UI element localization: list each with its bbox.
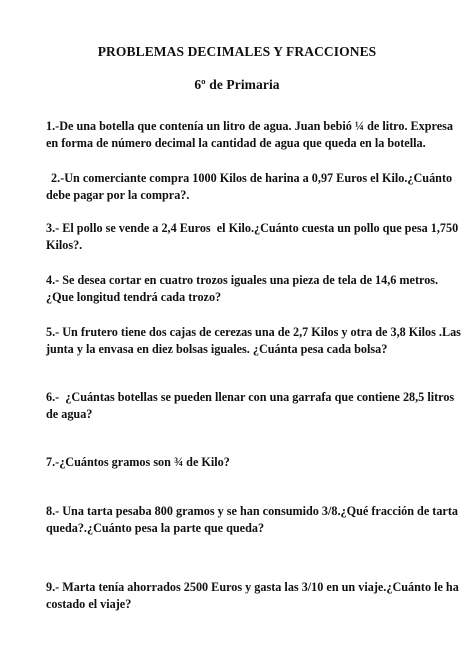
problem-2-line-2: debe pagar por la compra?.: [46, 187, 190, 202]
problem-3: [46, 220, 459, 253]
problem-4-line-1: 4.- Se desea cortar en cuatro trozos iguales una pieza de tela de 14,6 metros.: [46, 273, 439, 287]
problem-5-line-1: 5.- Un frutero tiene dos cajas de cerezas una de 2,7 Kilos y otra de 3,8 Kilos .Las: [46, 325, 461, 339]
problem-2-line-1: 2.-Un comerciante compra 1000 Kilos de harina a 0,97 Euros el Kilo.¿Cuánto: [48, 171, 453, 185]
problem-6-line-2: de agua?: [46, 406, 93, 421]
problem-4: [46, 272, 446, 305]
problem-6-line-1: 6.- ¿Cuántas botellas se pueden llenar con una garrafa que contiene 28,5 litros: [46, 390, 455, 404]
problem-1: [46, 118, 453, 151]
problem-8-line-1: 8.- Una tarta pesaba 800 gramos y se han consumido 3/8.¿Qué fracción de tarta: [46, 504, 458, 518]
problem-5-line-2: junta y la envasa en diez bolsas iguales. ¿Cuánta pesa cada bolsa?: [46, 341, 388, 356]
problem-6: [46, 389, 455, 422]
problem-8-line-2: queda?.¿Cuánto pesa la parte que queda?: [46, 520, 265, 535]
problem-7: [46, 454, 446, 471]
problem-2: [46, 170, 453, 203]
problem-1-line-1: 1.-De una botella que contenía un litro de agua. Juan bebió ¼ de litro. Expresa: [46, 119, 453, 133]
problem-9-line-2: costado el viaje?: [46, 596, 132, 611]
document-title: PROBLEMAS DECIMALES Y FRACCIONES: [97, 44, 377, 59]
problem-1-line-2: en forma de número decimal la cantidad de agua que queda en la botella.: [46, 135, 426, 150]
document-subtitle: 6º de Primaria: [194, 77, 280, 92]
problem-4-line-2: ¿Que longitud tendrá cada trozo?: [46, 289, 222, 304]
problem-9: [46, 579, 459, 612]
problem-3-line-1: 3.- El pollo se vende a 2,4 Euros el Kilo.¿Cuánto cuesta un pollo que pesa 1,750: [46, 221, 459, 235]
problem-9-line-1: 9.- Marta tenía ahorrados 2500 Euros y gasta las 3/10 en un viaje.¿Cuánto le ha: [46, 580, 459, 594]
problem-3-line-2: Kilos?.: [46, 237, 83, 252]
problem-8: [46, 503, 458, 536]
problem-5: [46, 324, 461, 357]
problem-7-line-1: 7.-¿Cuántos gramos son ¾ de Kilo?: [46, 455, 230, 469]
